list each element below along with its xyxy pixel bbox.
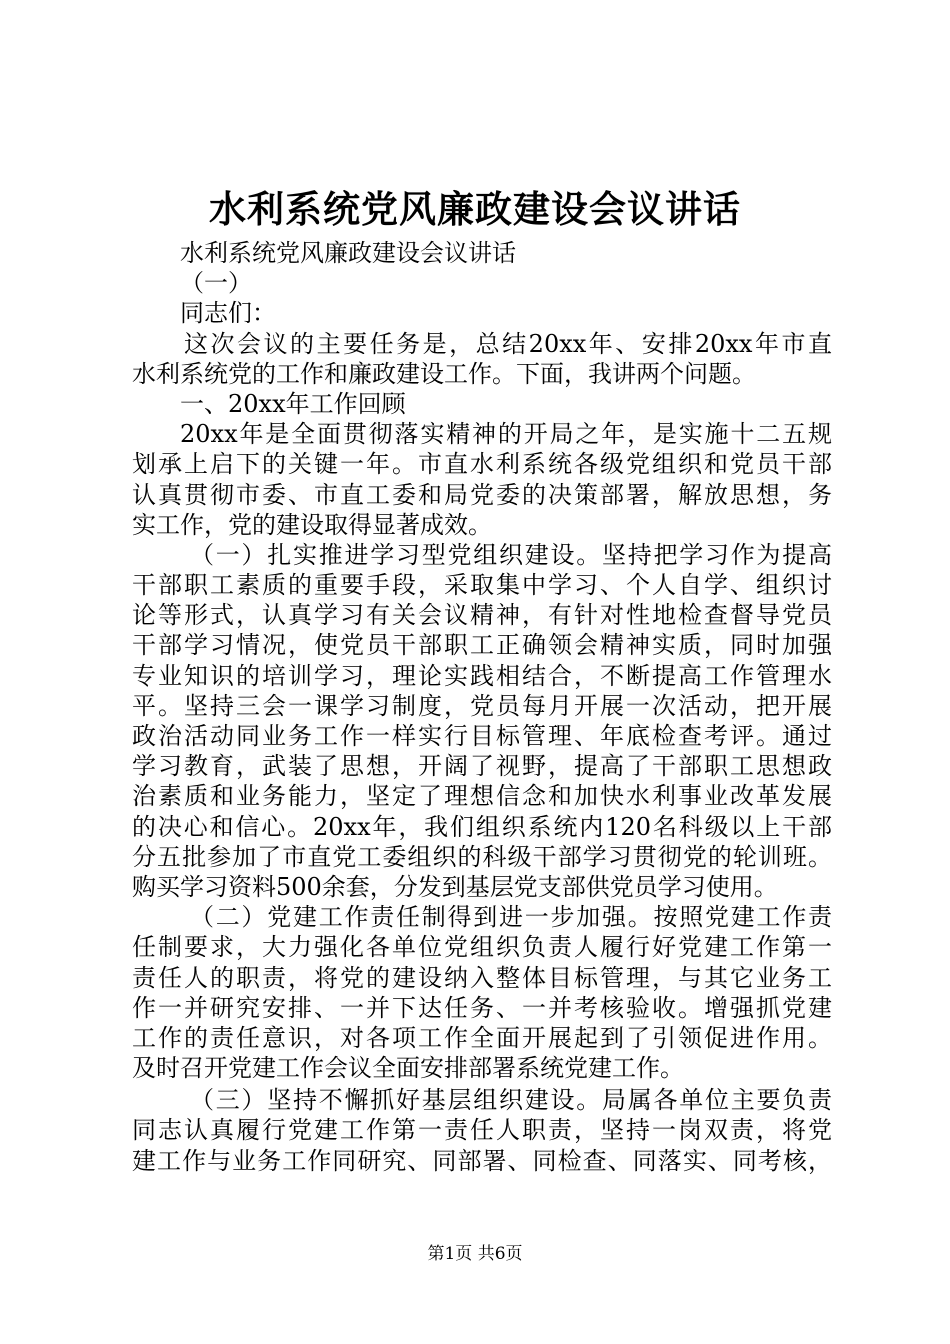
document-body <box>132 238 832 1176</box>
text-line: 水利系统党的工作和廉政建设工作。下面，我讲两个问题。 <box>132 359 756 388</box>
text-line: 干部职工素质的重要手段，采取集中学习、个人自学、组织讨 <box>132 571 832 600</box>
text-line: （一）扎实推进学习型党组织建设。坚持把学习作为提高 <box>190 540 832 569</box>
text-line: 及时召开党建工作会议全面安排部署系统党建工作。 <box>132 1054 684 1083</box>
text-line: 政治活动同业务工作一样实行目标管理、年底检查考评。通过 <box>132 722 832 750</box>
text-line: 学习教育，武装了思想，开阔了视野，提高了干部职工思想政 <box>132 752 832 781</box>
text-line: 责任人的职责，将党的建设纳入整体目标管理，与其它业务工 <box>132 963 832 992</box>
text-line: 的决心和信心。20xx年，我们组织系统内120名科级以上干部 <box>132 812 832 841</box>
text-line: 论等形式，认真学习有关会议精神，有针对性地检查督导党员 <box>132 601 832 630</box>
text-line: （一） <box>180 269 252 298</box>
text-line: 认真贯彻市委、市直工委和局党委的决策部署，解放思想，务 <box>132 480 832 509</box>
text-line: 分五批参加了市直党工委组织的科级干部学习贯彻党的轮训班。 <box>132 842 832 871</box>
text-line: 建工作与业务工作同研究、同部署、同检查、同落实、同考核， <box>132 1146 832 1175</box>
text-line: 干部学习情况，使党员干部职工正确领会精神实质，同时加强 <box>132 631 832 660</box>
text-line: （二）党建工作责任制得到进一步加强。按照党建工作责 <box>190 903 832 932</box>
text-line: 任制要求，大力强化各单位党组织负责人履行好党建工作第一 <box>132 933 832 962</box>
text-line: 20xx年是全面贯彻落实精神的开局之年，是实施十二五规 <box>180 420 832 449</box>
text-line: 作一并研究安排、一并下达任务、一并考核验收。增强抓党建 <box>132 993 832 1022</box>
text-line: （三）坚持不懈抓好基层组织建设。局属各单位主要负责 <box>190 1086 832 1115</box>
text-line: 同志认真履行党建工作第一责任人职责，坚持一岗双责，将党 <box>132 1116 832 1145</box>
page-footer: 第1页 共6页 <box>427 1244 523 1264</box>
page-title: 水利系统党风廉政建设会议讲话 <box>209 187 741 231</box>
text-line: 购买学习资料500余套，分发到基层党支部供党员学习使用。 <box>132 872 778 901</box>
text-line: 划承上启下的关键一年。市直水利系统各级党组织和党员干部 <box>132 450 832 479</box>
text-line: 工作的责任意识，对各项工作全面开展起到了引领促进作用。 <box>132 1023 832 1052</box>
text-line: 同志们： <box>180 299 276 328</box>
text-line: 专业知识的培训学习，理论实践相结合，不断提高工作管理水 <box>132 661 832 690</box>
text-line: 一、20xx年工作回顾 <box>180 389 406 418</box>
text-line: 这次会议的主要任务是，总结20xx年、安排20xx年市直 <box>184 329 832 358</box>
text-line: 平。坚持三会一课学习制度，党员每月开展一次活动，把开展 <box>132 691 832 720</box>
text-line: 实工作，党的建设取得显著成效。 <box>132 510 492 539</box>
text-line: 水利系统党风廉政建设会议讲话 <box>180 239 516 267</box>
text-line: 治素质和业务能力，坚定了理想信念和加快水利事业改革发展 <box>132 782 832 811</box>
